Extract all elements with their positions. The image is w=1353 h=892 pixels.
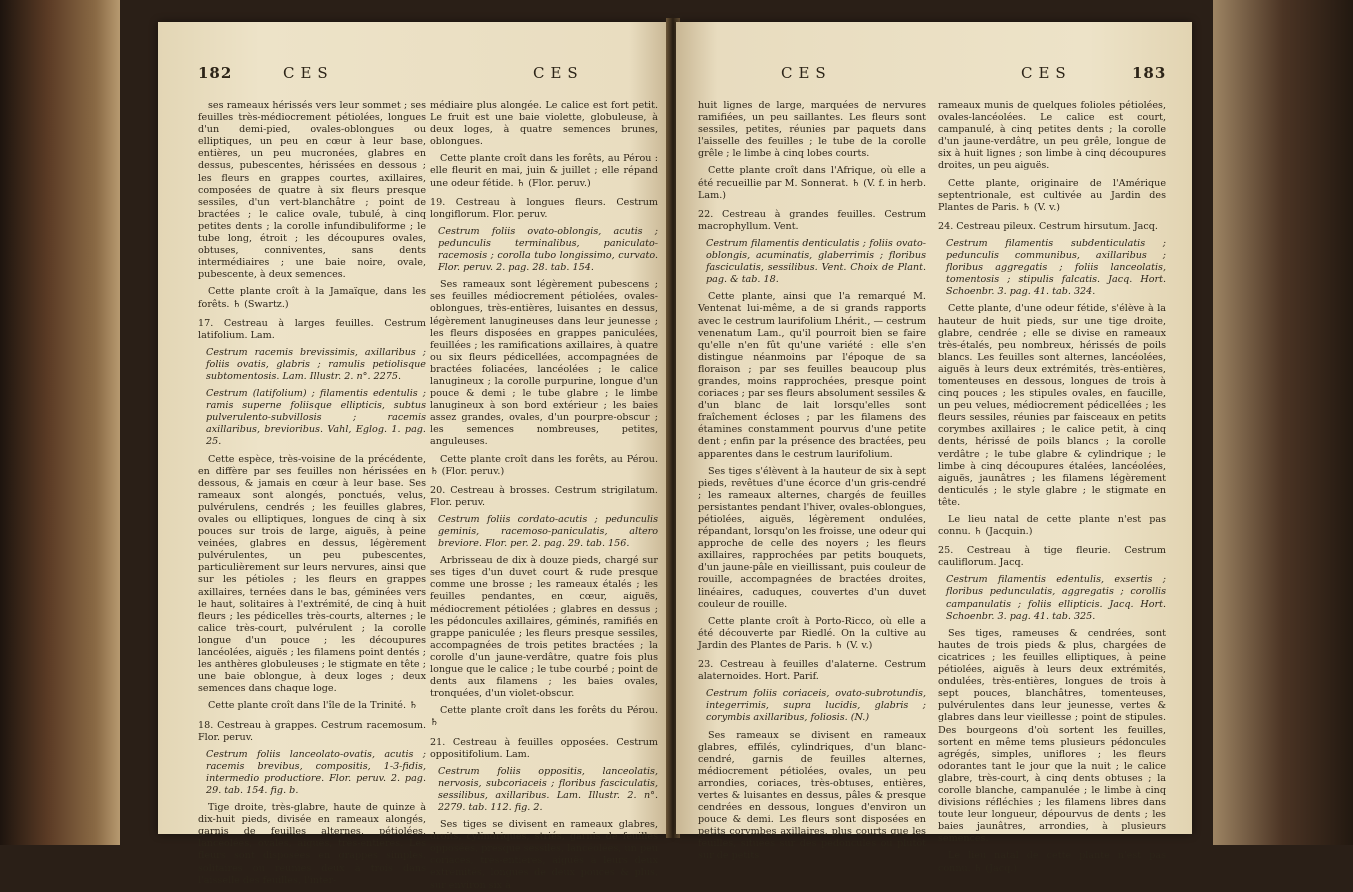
- habitat-note: Cette plante croît à Porto-Ricco, où elle a été découverte par Riedlé. On la cultive au Jardin des Plantes de Paris. ♄ (V. v.): [698, 615, 926, 651]
- species-heading: 22. Cestreau à grandes feuilles. Cestrum macrophyllum. Vent.: [698, 208, 926, 232]
- paragraph: Ses rameaux se divisent en rameaux glabres, effilés, cylindriques, d'un blanc-cendré, garnis de feuilles alternes, médiocrement pétiolées, ovales, un peu arrondies, coriaces, très-obtuses, entières, vertes & luisantes en dessus, pâles & presque cendrées en dessous, longues d'environ un pouce & demi. Les fleurs sont disposées en petits corymbes axillaires, plus courts que les feuilles, situées sur des pédoncules ou plutôt sur de petits: [698, 729, 926, 862]
- page-number: 183: [1132, 64, 1167, 82]
- species-heading: 19. Cestreau à longues fleurs. Cestrum longiflorum. Flor. peruv.: [430, 196, 658, 220]
- habitat-note: Cette plante, originaire de l'Amérique septentrionale, est cultivée au Jardin des Plantes de Paris. ♄ (V. v.): [938, 177, 1166, 213]
- paragraph: rameaux munis de quelques folioles pétiolées, ovales-lancéolées. Le calice est court, campanulé, à cinq petites dents ; la corolle d'un jaune-verdâtre, un peu grêle, longue de six à huit lignes ; son limbe à cinq découpures droites, un peu aiguës.: [938, 100, 1166, 172]
- paragraph: Cette plante, d'une odeur fétide, s'élève à la hauteur de huit pieds, sur une tige droite, glabre, cendrée ; elle se divise en rameaux très-étalés, peu nombreux, hérissés de poils blancs. Les feuilles sont alternes, lancéolées, aiguës à leurs deux extrémités, très-entières, tomenteuses en dessous, longues de trois à cinq pouces ; les stipules ovales, en faucille, un peu velues, médiocrement pédicellées ; les fleurs sessiles, réunies par faisceaux en petits corymbes axillaires ; le calice petit, à cinq dents, hérissé de poils blancs ; la corolle verdâtre ; le tube glabre & cylindrique ; le limbe à cinq découpures étalées, lancéolées, aiguës, jaunâtres ; les filamens légèrement denticulés ; le style glabre ; le stigmate en tête.: [938, 303, 1166, 508]
- latin-diagnosis: Cestrum racemis brevissimis, axillaribus ; foliis ovatis, glabris ; ramulis petiolisque subtomentosis. Lam. Illustr. 2. n°. 2275.: [206, 346, 426, 382]
- species-heading: 17. Cestreau à larges feuilles. Cestrum latifolium. Lam.: [198, 317, 426, 341]
- paragraph: Arbrisseau de dix à douze pieds, chargé sur ses tiges d'un duvet court & rude presque comme une brosse ; les rameaux étalés ; les feuilles pendantes, en cœur, aiguës, médiocrement pétiolées ; glabres en dessus ; les pédoncules axillaires, géminés, ramifiés en grappe paniculée ; les fleurs presque sessiles, accompagnées de trois petites bractées ; la corolle d'un jaune-verdâtre, quatre fois plus longue que le calice ; le tube courbé ; point de dents aux filamens ; les baies ovales, tronquées, d'un violet-obscur.: [430, 555, 658, 700]
- latin-diagnosis: Cestrum filamentis edentulis, exsertis ; floribus pedunculatis, aggregatis ; corollis campanulatis ; foliis ellipticis. Jacq. Hort. Schoenbr. 3. pag. 41. tab. 325.: [946, 574, 1166, 622]
- paragraph: Ses tiges s'élèvent à la hauteur de six à sept pieds, revêtues d'une écorce d'un gris-cendré ; les rameaux alternes, chargés de feuilles persistantes pendant l'hiver, ovales-oblongues, pétiolées, aiguës, légèrement ondulées, répandant, lorsqu'on les froisse, une odeur qui approche de celle des noyers ; les fleurs axillaires, rapprochées par petits bouquets, d'un jaune-pâle en vieillissant, puis couleur de rouille, accompagnées de bractées droites, linéaires, caduques, couvertes d'un duvet couleur de rouille.: [698, 465, 926, 610]
- right-page: [676, 22, 1192, 874]
- paragraph: Ses tiges, rameuses & cendrées, sont hautes de trois pieds & plus, chargées de cicatrices ; les feuilles elliptiques, à peine pétiolées, aiguës à leurs deux extrémités, ondulées, très-entières, longues de trois à sept pouces, blanchâtres, tomenteuses, pulvérulentes dans leur jeunesse, vertes & glabres dans leur vieillesse ; point de stipules. Des bourgeons d'où sortent les feuilles, sortent en même tems plusieurs pédoncules agrégés, simples, uniflores ; les fleurs odorantes tant le jour que la nuit ; le calice glabre, très-court, à cinq dents obtuses ; la corolle blanche, campanulée ; le limbe à cinq divisions réfléchies ; les filamens libres dans toute leur longueur, dépourvus de dents ; les baies jaunâtres, arrondies, à plusieurs semences.: [938, 627, 1166, 845]
- paragraph: médiaire plus alongée. Le calice est fort petit. Le fruit est une baie violette, globuleuse, à deux loges, à quatre semences brunes, oblongues.: [430, 100, 658, 148]
- latin-diagnosis: Cestrum filamentis denticulatis ; foliis ovato-oblongis, acuminatis, glaberrimis ; floribus fasciculatis, sessilibus. Vent. Choix de Plant. pag. & tab. 18.: [706, 237, 926, 286]
- running-head: CES: [781, 64, 832, 82]
- species-heading: 20. Cestreau à brosses. Cestrum strigilatum. Flor. peruv.: [430, 484, 658, 508]
- right-page-header: [676, 64, 1192, 86]
- habitat-note: Le lieu natal de cette plante n'est pas connu. ♄ (Jacq.): [938, 850, 1166, 874]
- running-head: CES: [533, 64, 584, 82]
- habitat-note: Cette plante croît dans les forêts du Pérou. ♄: [430, 705, 658, 729]
- species-heading: 23. Cestreau à feuilles d'alaterne. Cestrum alaternoides. Hort. Parif.: [698, 659, 926, 683]
- latin-diagnosis: Cestrum foliis coriaceis, ovato-subrotundis, integerrimis, supra lucidis, glabris ; corymbis axillaribus, foliosis. (N.): [706, 688, 926, 724]
- paragraph: ses rameaux hérissés vers leur sommet ; ses feuilles très-médiocrement pétiolées, longues d'un demi-pied, ovales-oblongues ou elliptiques, un peu en cœur à leur base, entières, un peu mucronées, glabres en dessus, pubescentes, hérissées en dessous ; les fleurs en grappes courtes, axillaires, composées de quatre à six fleurs presque sessiles, d'un vert-blanchâtre ; point de bractées ; le calice ovale, tubulé, à cinq petites dents ; la corolle infundibuliforme ; le tube long, étroit ; les découpures ovales, obtuses, conniventes, sans dents intermédiaires ; une baie noire, ovale, pubescente, à deux semences.: [198, 100, 426, 281]
- species-heading: 21. Cestreau à feuilles opposées. Cestrum oppositifolium. Lam.: [430, 736, 658, 760]
- latin-diagnosis: Cestrum (latifolium) ; filamentis edentulis ; ramis superne foliisque ellipticis, subtus pulverulento-subvillosis ; racemis axillaribus, brevioribus. Vahl, Eglog. 1. pag. 25.: [206, 388, 426, 448]
- page-number: 182: [198, 64, 233, 82]
- latin-diagnosis: Cestrum foliis ovato-oblongis, acutis ; pedunculis terminalibus, paniculato-racemosis ; corolla tubo longissimo, curvato. Flor. peruv. 2. pag. 28. tab. 154.: [438, 225, 658, 274]
- habitat-note: Cette plante croît dans les forêts, au Pérou : elle fleurit en mai, juin & juillet ; elle répand une odeur fétide. ♄ (Flor. peruv.): [430, 153, 658, 189]
- species-heading: 24. Cestreau pileux. Cestrum hirsutum. Jacq.: [938, 220, 1158, 232]
- habitat-note: Cette plante croît à la Jamaïque, dans les forêts. ♄ (Swartz.): [198, 286, 426, 310]
- paragraph: huit lignes de large, marquées de nervures ramifiées, un peu saillantes. Les fleurs sont sessiles, petites, réunies par paquets dans l'aisselle des feuilles ; le tube de la corolle grêle ; le limbe à cinq lobes courts.: [698, 100, 926, 160]
- latin-diagnosis: Cestrum foliis cordato-acutis ; pedunculis geminis, racemoso-paniculatis, altero breviore. Flor. per. 2. pag. 29. tab. 156.: [438, 513, 658, 550]
- text-column-1: [698, 100, 926, 862]
- left-page: [158, 22, 670, 891]
- species-heading: 18. Cestreau à grappes. Cestrum racemosum. Flor. peruv.: [198, 719, 426, 743]
- left-page-header: [158, 64, 670, 86]
- habitat-note: Le lieu natal de cette plante n'est pas connu. ♄ (Jacquin.): [938, 514, 1166, 538]
- text-column-2: [430, 100, 658, 891]
- paragraph: Ses rameaux sont légèrement pubescens ; ses feuilles médiocrement pétiolées, ovales-oblongues, très-entières, luisantes en dessus, légèrement lanugineuses dans leur jeunesse ; les fleurs disposées en grappes paniculées, feuillées ; les ramifications axillaires, à quatre ou six fleurs pédicellées, accompagnées de bractées foliacées, lancéolées ; le calice lanugineux ; la corolle purpurine, longue d'un pouce & demi ; le tube glabre ; le limbe lanugineux à son bord extérieur ; les baies assez grandes, ovales, d'un pourpre-obscur ; les semences nombreuses, petites, anguleuses.: [430, 279, 658, 448]
- paragraph: Ses tiges se divisent en rameaux glabres, droits, cylindriques, striés, garnis de feuilles opposées, presque sessiles, lancéolées, un peu coriaces, très-entières, aiguës à leurs deux extrémités, longues de deux pouces & plus, sur environ six à: [430, 819, 658, 891]
- latin-diagnosis: Cestrum foliis oppositis, lanceolatis, nervosis, subcoriaceis ; floribus fasciculatis, sessilibus, axillaribus. Lam. Illustr. 2. n°. 2279. tab. 112. fig. 2.: [438, 765, 658, 813]
- latin-diagnosis: Cestrum filamentis subdenticulatis ; pedunculis communibus, axillaribus ; floribus aggregatis ; foliis lanceolatis, tomentosis ; stipulis falcatis. Jacq. Hort. Schoenbr. 3. pag. 41. tab. 324.: [946, 237, 1166, 298]
- book-edge-left: [0, 0, 120, 845]
- species-heading: 25. Cestreau à tige fleurie. Cestrum cauliflorum. Jacq.: [938, 545, 1166, 569]
- latin-diagnosis: Cestrum foliis lanceolato-ovatis, acutis ; racemis brevibus, compositis, 1-3-fidis, intermedio productiore. Flor. peruv. 2. pag. 29. tab. 154. fig. b.: [206, 748, 426, 796]
- habitat-note: Cette plante croît dans l'île de la Trinité. ♄: [208, 700, 418, 712]
- paragraph: Cette plante, ainsi que l'a remarqué M. Ventenat lui-même, a de si grands rapports avec le cestrum laurifolium Lhérit., — cestrum venenatum Lam., qu'il pourroit bien se faire qu'elle n'en fût qu'une variété : elle s'en distingue néanmoins par l'époque de sa floraison ; par ses feuilles beaucoup plus grandes, moins rapprochées, presque point coriaces ; par ses fleurs absolument sessiles & d'un blanc de lait lorsqu'elles sont fraîchement écloses ; par les filamens des étamines constamment pourvus d'une petite dent ; enfin par la présence des bractées, peu apparentes dans le cestrum laurifolium.: [698, 291, 926, 460]
- paragraph: Tige droite, très-glabre, haute de quinze à dix-huit pieds, divisée en rameaux alongés, garnis de feuilles alternes, pétiolées, lancéolées, ovales, aiguës, très-entières. Les fleurs sont disposées en grappes simples, solitaires ou réunies deux à trois dans l'aisselle des feuilles, l'inter-: [198, 802, 426, 886]
- text-column-2: [938, 100, 1166, 874]
- running-head: CES: [1021, 64, 1072, 82]
- running-head: CES: [283, 64, 334, 82]
- habitat-note: Cette plante croît dans l'Afrique, où elle a été recueillie par M. Sonnerat. ♄ (V. f. in herb. Lam.): [698, 165, 926, 201]
- habitat-note: Cette plante croît dans les forêts, au Pérou. ♄ (Flor. peruv.): [430, 453, 658, 477]
- text-column-1: [198, 100, 426, 886]
- book-edge-right: [1213, 0, 1353, 845]
- paragraph: Cette espèce, très-voisine de la précédente, en diffère par ses feuilles non hérissées en dessous, & jamais en cœur à leur base. Ses rameaux sont alongés, ponctués, velus, pulvérulens, cendrés ; les feuilles glabres, ovales ou elliptiques, longues de cinq à six pouces sur trois de large, aiguës, à peine veinées, glabres en dessus, légèrement pulvérulentes, un peu pubescentes, particulièrement sur leurs nervures, ainsi que sur les pétioles ; les fleurs en grappes axillaires, ternées dans le bas, géminées vers le haut, solitaires à l'extrémité, de cinq à huit fleurs ; les pédicelles très-courts, alternes ; le calice très-court, pulvérulent ; la corolle longue d'un pouce ; les découpures lancéolées, aiguës ; les filamens point dentés ; les anthères globuleuses ; le stigmate en tête ; une baie oblongue, à deux loges ; deux semences dans chaque loge.: [198, 453, 426, 695]
